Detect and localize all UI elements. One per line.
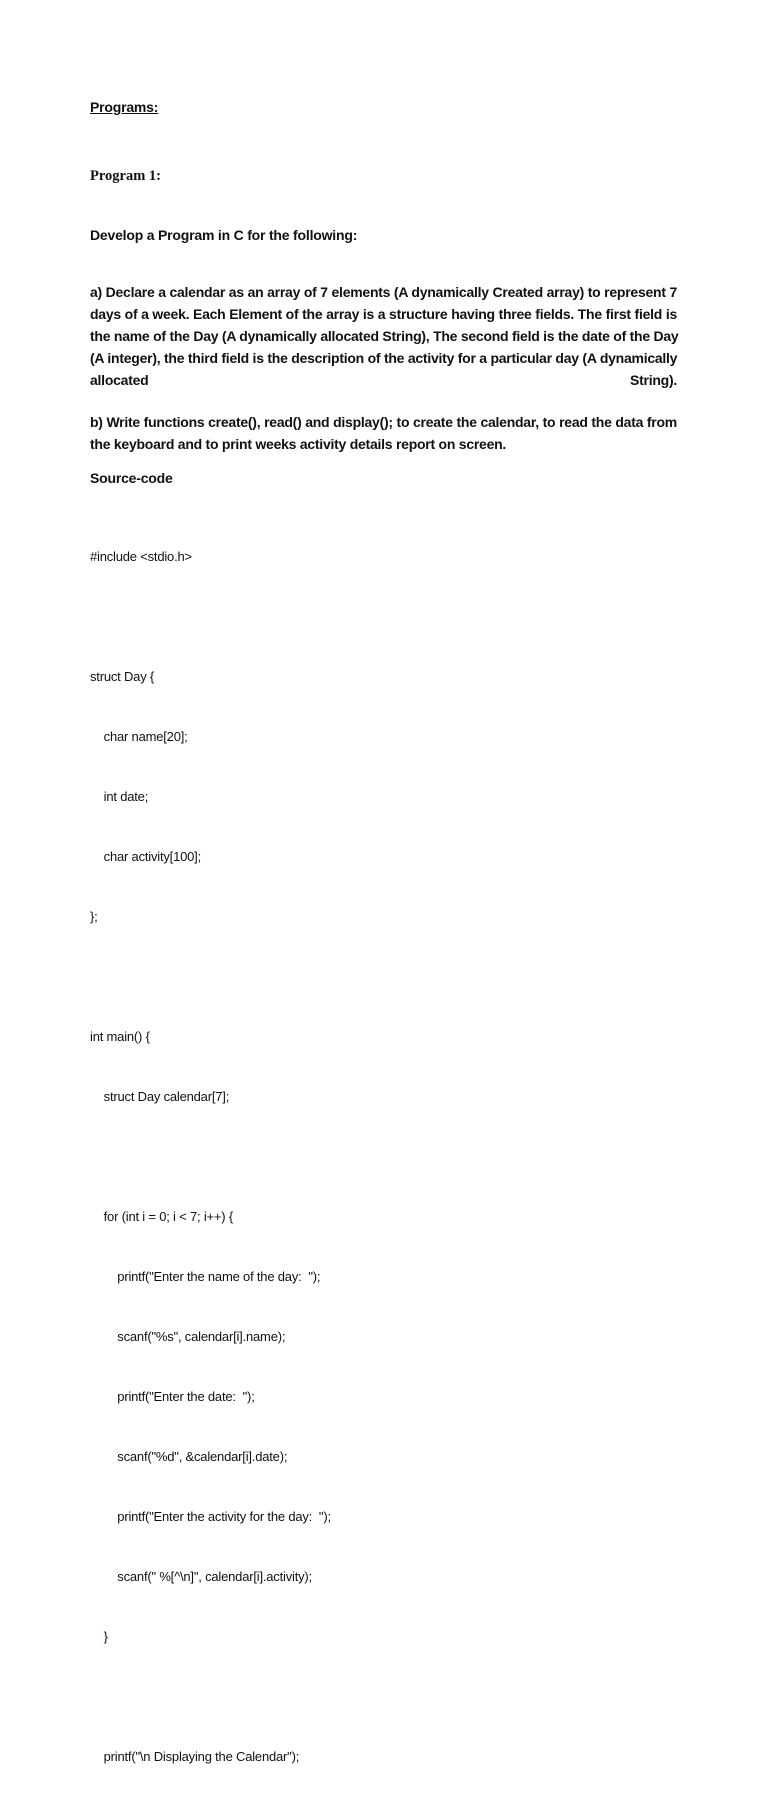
code-line [90, 607, 331, 627]
paragraph-a-last-right: String). [630, 372, 677, 388]
code-line: printf("Enter the name of the day: "); [90, 1269, 321, 1284]
code-line: char name[20]; [90, 729, 188, 744]
paragraph-b [90, 411, 677, 455]
code-line [90, 1687, 331, 1707]
code-line: printf("Enter the date: "); [90, 1389, 255, 1404]
code-line: scanf(" %[^\n]", calendar[i].activity); [90, 1569, 312, 1584]
paragraph-b-line: b) Write functions create(), read() and display(); to create the calendar, to read the data from [90, 414, 677, 430]
code-block [90, 507, 331, 1807]
code-line: struct Day calendar[7]; [90, 1089, 230, 1104]
paragraph-a-line: the name of the Day (A dynamically allocated String), The second field is the date of the Day [90, 328, 679, 344]
code-line: #include <stdio.h> [90, 549, 192, 564]
code-line: struct Day { [90, 669, 155, 684]
source-code-heading: Source-code [90, 470, 173, 486]
code-line: } [90, 1629, 108, 1644]
code-line: int date; [90, 789, 149, 804]
paragraph-a-line: days of a week. Each Element of the array is a structure having three fields. The first field is [90, 306, 677, 322]
code-line: scanf("%d", &calendar[i].date); [90, 1449, 288, 1464]
paragraph-a [90, 281, 677, 391]
code-line: char activity[100]; [90, 849, 202, 864]
paragraph-a-line: a) Declare a calendar as an array of 7 elements (A dynamically Created array) to represent 7 [90, 284, 677, 300]
code-line [90, 967, 331, 987]
paragraph-b-line: the keyboard and to print weeks activity details report on screen. [90, 436, 507, 452]
paragraph-a-line: (A integer), the third field is the description of the activity for a particular day (A dynamically [90, 350, 678, 366]
programs-heading: Programs: [90, 99, 159, 115]
code-line [90, 1147, 331, 1167]
program-intro: Develop a Program in C for the following: [90, 227, 358, 243]
program-1-heading: Program 1: [90, 168, 161, 184]
code-line: int main() { [90, 1029, 150, 1044]
code-line: scanf("%s", calendar[i].name); [90, 1329, 286, 1344]
paragraph-a-last-left: allocated [90, 372, 149, 388]
code-line: for (int i = 0; i < 7; i++) { [90, 1209, 233, 1224]
code-line: printf("Enter the activity for the day: "); [90, 1509, 331, 1524]
code-line: printf("\n Displaying the Calendar"); [90, 1749, 300, 1764]
paragraph-a-last-line [90, 369, 677, 391]
code-line: }; [90, 909, 98, 924]
